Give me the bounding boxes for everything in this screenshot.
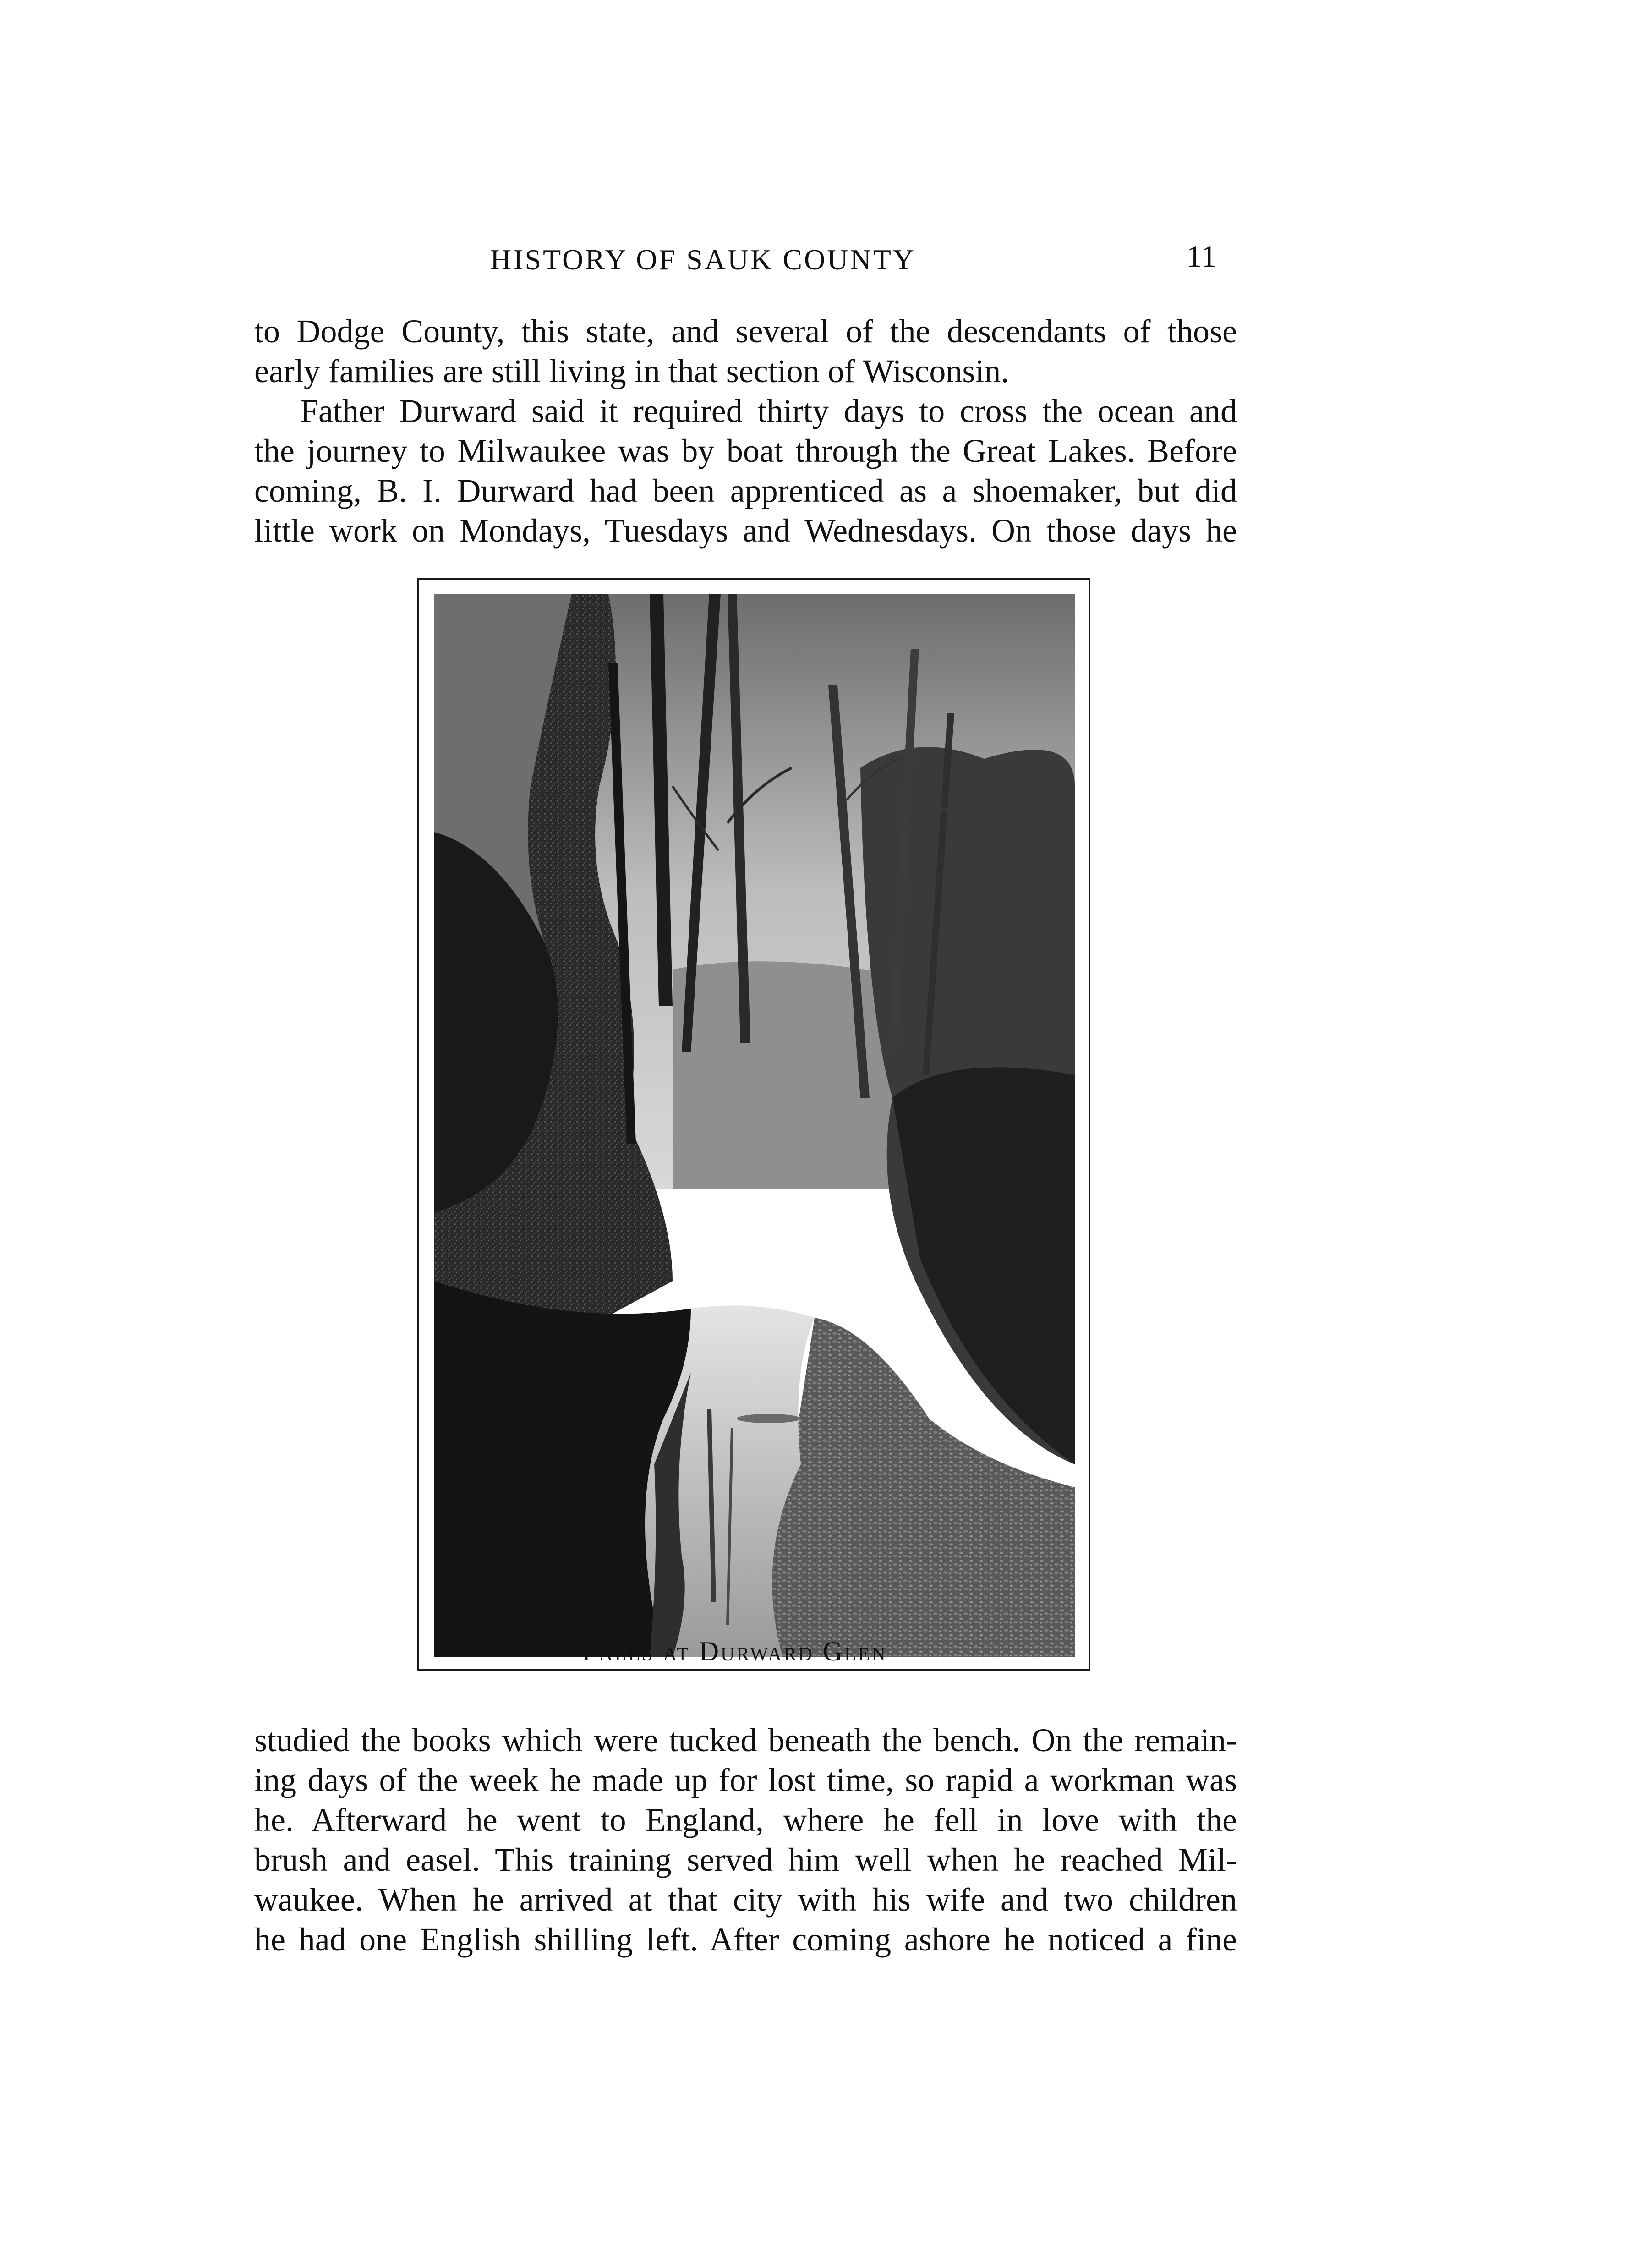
glen-photograph <box>434 594 1075 1657</box>
text-line: brush and easel. This training served him well when he reached Mil- <box>254 1841 1237 1878</box>
text-line: he had one English shilling left. After coming ashore he noticed a fine <box>254 1921 1237 1958</box>
text-line: he. Afterward he went to England, where he fell in love with the <box>254 1802 1237 1838</box>
text-line: coming, B. I. Durward had been apprenticed as a shoemaker, but did <box>254 472 1237 509</box>
text-line: the journey to Milwaukee was by boat through the Great Lakes. Before <box>254 433 1237 469</box>
text-line: waukee. When he arrived at that city with his wife and two children <box>254 1881 1237 1918</box>
text-block-top <box>254 312 1237 551</box>
running-title: HISTORY OF SAUK COUNTY <box>490 243 916 276</box>
text-line: ing days of the week he made up for lost time, so rapid a workman was <box>254 1762 1237 1798</box>
text-line: to Dodge County, this state, and several of the descendants of those <box>254 313 1237 350</box>
text-line: early families are still living in that section of Wisconsin. <box>254 353 1009 389</box>
text-line: little work on Mondays, Tuesdays and Wednesdays. On those days he <box>254 512 1237 549</box>
page-number: 11 <box>1187 239 1217 274</box>
text-line: Father Durward said it required thirty days to cross the ocean and <box>300 393 1237 429</box>
figure-caption: Falls at Durward Glen <box>582 1636 887 1666</box>
text-block-bottom <box>254 1720 1237 1960</box>
photograph-frame <box>417 578 1090 1671</box>
text-line: studied the books which were tucked beneath the bench. On the remain- <box>254 1722 1237 1759</box>
